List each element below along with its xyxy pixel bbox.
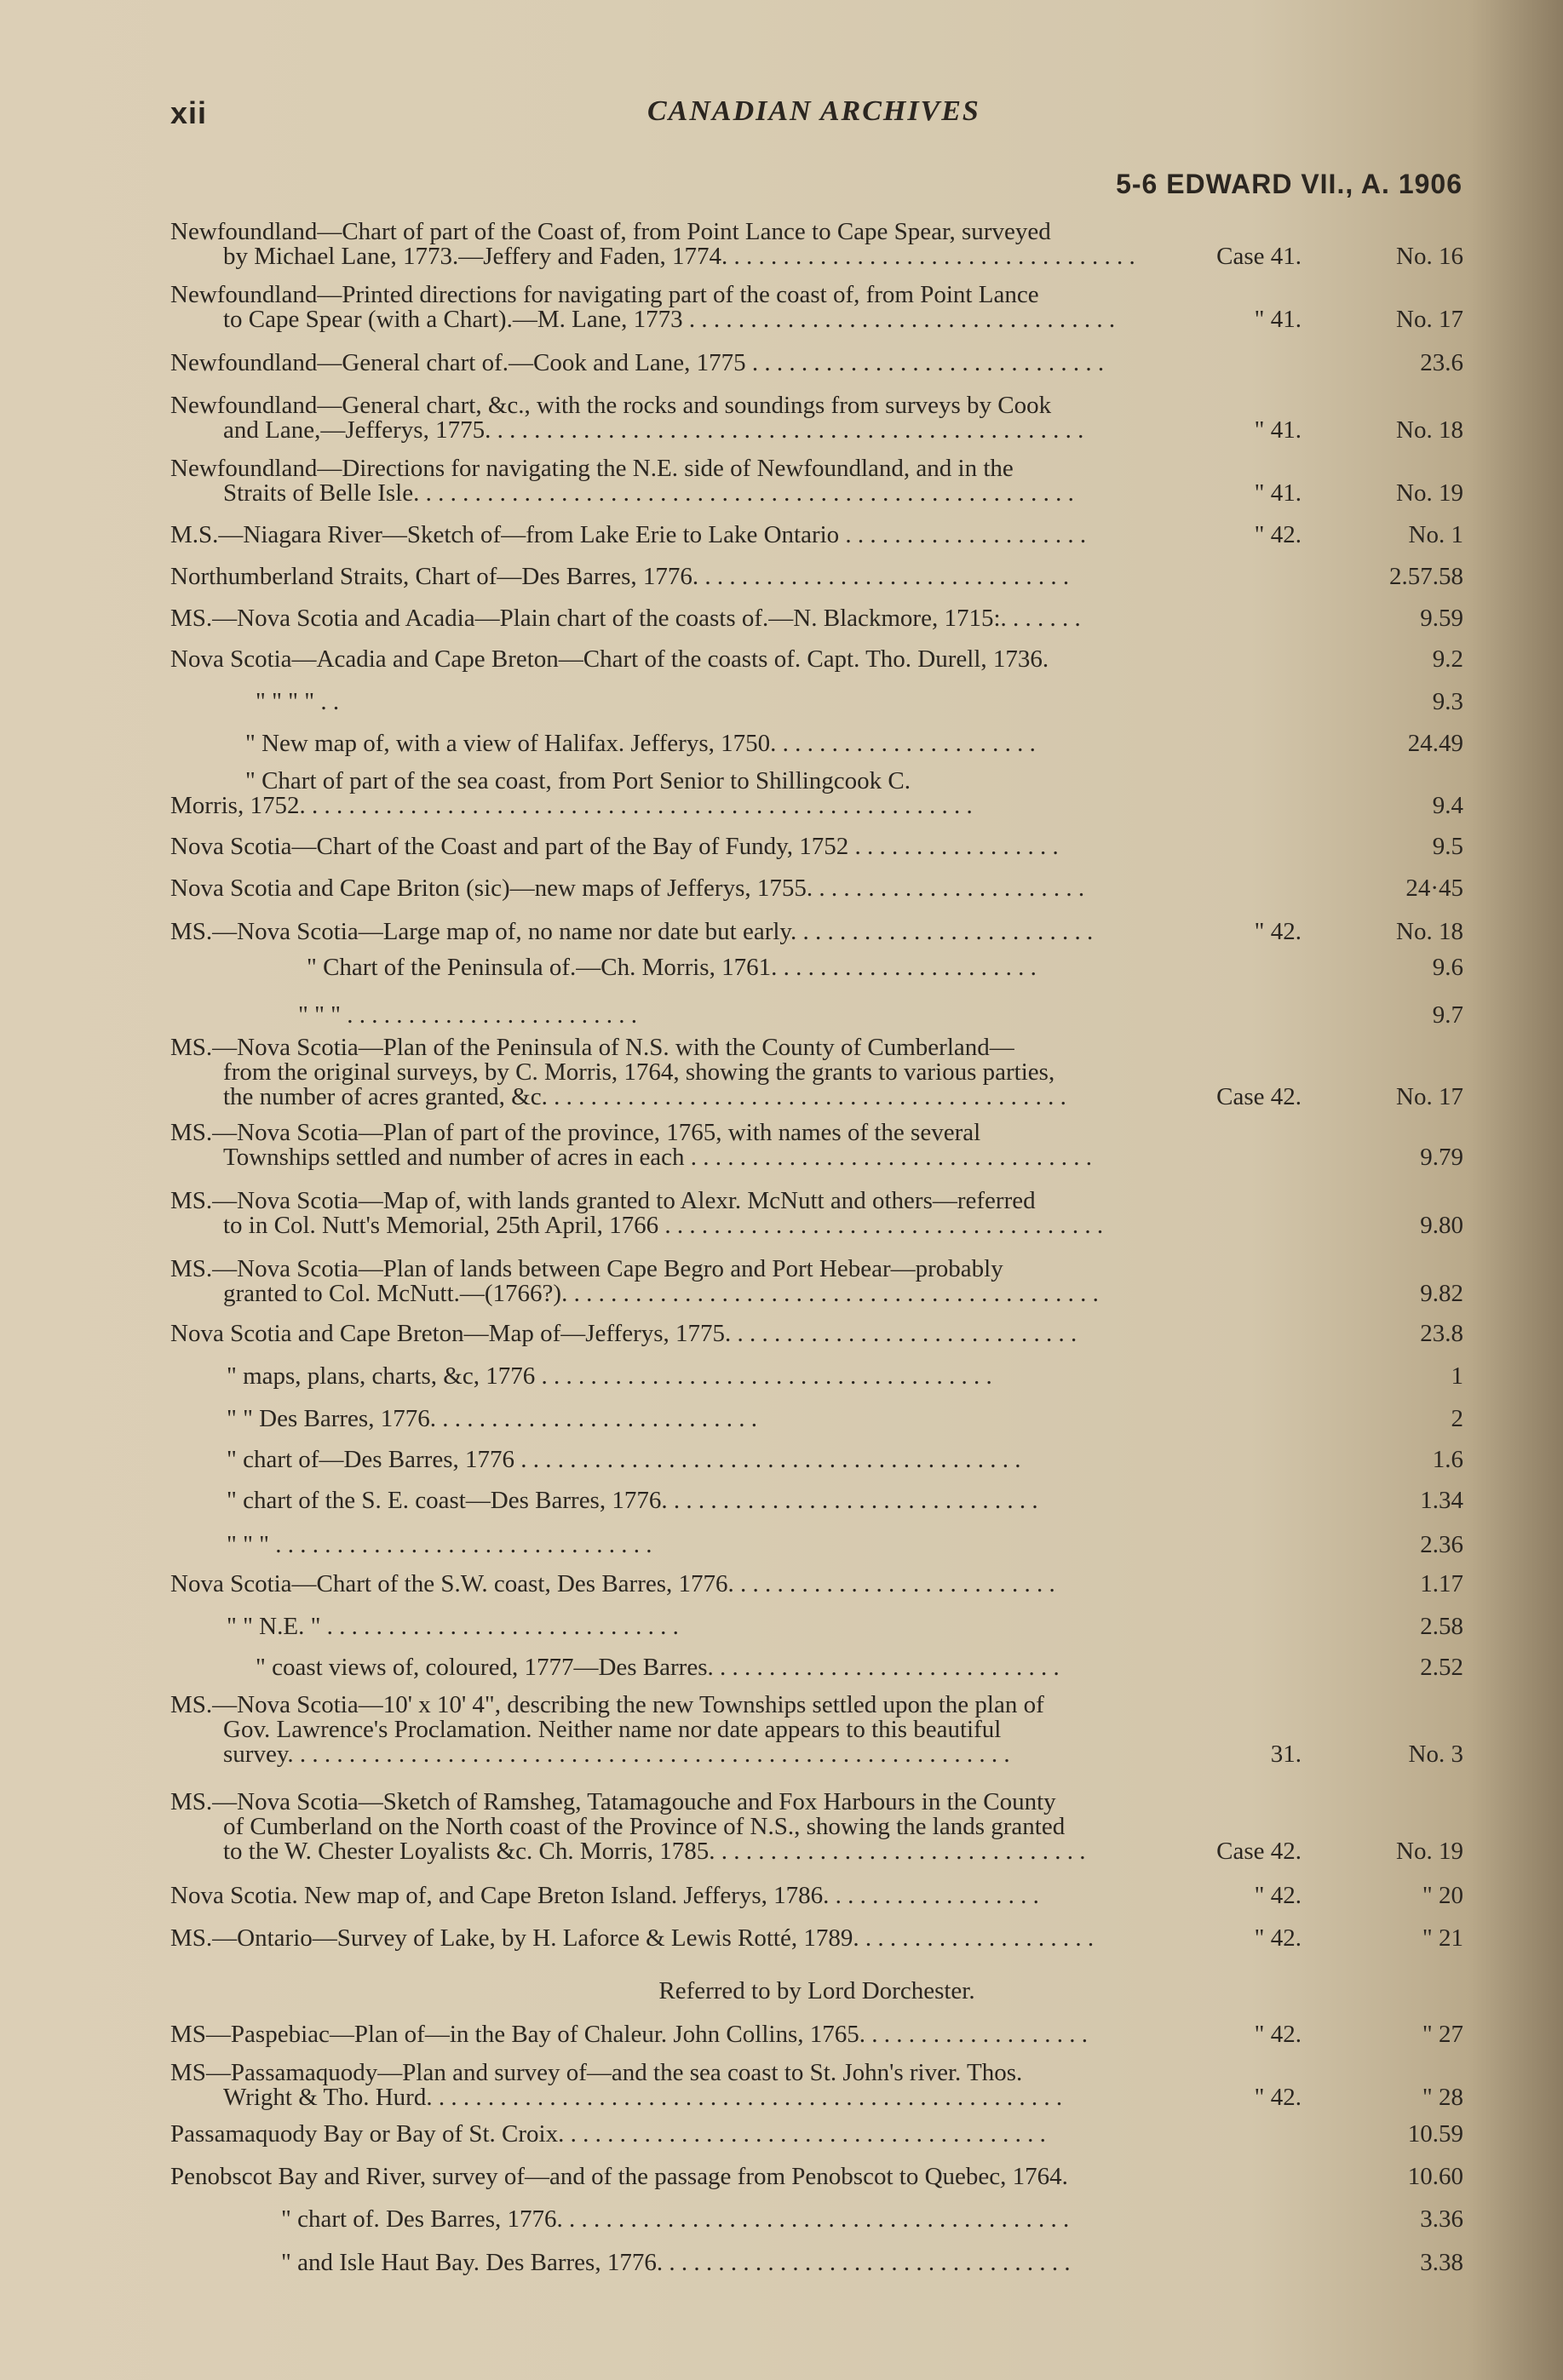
entry-line: MS.—Ontario—Survey of Lake, by H. Laforce & Lewis Rotté, 1789. . . . . . . . . . . . . . . . . . . .	[170, 1926, 1095, 1951]
catalogue-entry	[170, 920, 1463, 944]
entry-description	[170, 283, 1262, 332]
entry-line: MS.—Nova Scotia—Sketch of Ramsheg, Tatamagouche and Fox Harbours in the County	[170, 1790, 1056, 1815]
entry-description	[170, 1257, 1262, 1306]
item-number: 1	[1451, 1362, 1463, 1390]
item-number: 9.6	[1432, 954, 1463, 981]
entry-description	[170, 2022, 1262, 2047]
entry-line: Newfoundland—Directions for navigating the N.E. side of Newfoundland, and in the	[170, 456, 1014, 481]
entry-description	[170, 876, 1262, 901]
case-number: " 42.	[1254, 1882, 1302, 1909]
entry-line: by Michael Lane, 1773.—Jeffery and Faden, 1774. . . . . . . . . . . . . . . . . . . . . . . . . . . . . . . . . .	[223, 244, 1135, 269]
item-number: 9.5	[1432, 833, 1463, 860]
entry-description	[170, 2122, 1262, 2147]
entry-description	[170, 2061, 1262, 2110]
catalogue-entry	[170, 1407, 1463, 1431]
entry-line: Nova Scotia—Acadia and Cape Breton—Chart of the coasts of. Capt. Tho. Durell, 1736.	[170, 647, 1049, 672]
entry-description	[170, 1322, 1262, 1346]
catalogue-entry	[170, 1003, 1463, 1028]
catalogue-entry	[170, 2251, 1463, 2275]
catalogue-entry	[170, 1035, 1463, 1110]
entry-line: M.S.—Niagara River—Sketch of—from Lake Erie to Lake Ontario . . . . . . . . . . . . . . . . . . . .	[170, 523, 1087, 548]
catalogue-entry	[170, 876, 1463, 901]
entry-line: " Chart of the Peninsula of.—Ch. Morris, 1761. . . . . . . . . . . . . . . . . . . . . .	[307, 955, 1037, 980]
catalogue-entry	[170, 606, 1463, 631]
entry-description	[170, 2207, 1262, 2232]
entry-line: " chart of—Des Barres, 1776 . . . . . . . . . . . . . . . . . . . . . . . . . . . . . . . . . . . . . . . . .	[227, 1448, 1021, 1472]
entry-description	[170, 606, 1262, 631]
entry-line: Penobscot Bay and River, survey of—and of the passage from Penobscot to Quebec, 1764.	[170, 2165, 1068, 2189]
catalogue-entry	[170, 2061, 1463, 2110]
entry-line: Newfoundland—Printed directions for navigating part of the coast of, from Point Lance	[170, 283, 1039, 307]
entry-description	[170, 1693, 1262, 1767]
item-number: 24.49	[1407, 730, 1463, 757]
entry-line: Gov. Lawrence's Proclamation. Neither name nor date appears to this beautiful	[223, 1718, 1002, 1742]
item-number: 9.2	[1432, 645, 1463, 673]
entry-line: Newfoundland—General chart, &c., with the rocks and soundings from surveys by Cook	[170, 393, 1052, 418]
catalogue-entry	[170, 565, 1463, 589]
item-number: " 20	[1422, 1882, 1463, 1909]
entry-description	[170, 2165, 1262, 2189]
catalogue-entry	[170, 2022, 1463, 2047]
item-number: 2.52	[1420, 1654, 1463, 1681]
item-number: 10.59	[1407, 2120, 1463, 2148]
entry-line: " maps, plans, charts, &c, 1776 . . . . . . . . . . . . . . . . . . . . . . . . . . . . . . . . . . . . .	[227, 1364, 992, 1389]
item-number: 9.82	[1420, 1280, 1463, 1307]
item-number: 9.80	[1420, 1212, 1463, 1239]
catalogue-entry	[170, 1884, 1463, 1908]
entry-description	[170, 1448, 1262, 1472]
catalogue-entry	[170, 351, 1463, 376]
entry-line: Nova Scotia. New map of, and Cape Breton Island. Jefferys, 1786. . . . . . . . . . . . . . . . . .	[170, 1884, 1039, 1908]
catalogue-entry	[170, 1322, 1463, 1346]
item-number: 3.38	[1420, 2249, 1463, 2276]
case-number: " 41.	[1254, 479, 1302, 507]
case-number: " 42.	[1254, 2021, 1302, 2048]
catalogue-entry	[170, 647, 1463, 672]
entry-description	[170, 1035, 1262, 1110]
catalogue-entry	[170, 283, 1463, 332]
catalogue-entry	[170, 1693, 1463, 1767]
entry-description	[170, 647, 1262, 672]
catalogue-entry	[170, 769, 1463, 818]
entry-description	[170, 1533, 1262, 1557]
entry-description	[170, 1655, 1262, 1680]
entry-description	[170, 834, 1262, 859]
entry-line: " " N.E. " . . . . . . . . . . . . . . . . . . . . . . . . . . . . .	[227, 1614, 679, 1639]
entry-line: to Cape Spear (with a Chart).—M. Lane, 1773 . . . . . . . . . . . . . . . . . . . . . . . . . . . . . . . . . . .	[223, 307, 1116, 332]
entry-line: Nova Scotia—Chart of the S.W. coast, Des Barres, 1776. . . . . . . . . . . . . . . . . . . . . . . . . . .	[170, 1572, 1055, 1597]
item-number: " 28	[1422, 2084, 1463, 2111]
catalogue-entry	[170, 523, 1463, 548]
item-number: 9.3	[1432, 688, 1463, 715]
catalogue-entry	[170, 1572, 1463, 1597]
entry-description	[170, 920, 1262, 944]
entry-line: MS.—Nova Scotia—10' x 10' 4", describing the new Townships settled upon the plan of	[170, 1693, 1044, 1718]
entry-line: Nova Scotia and Cape Breton—Map of—Jefferys, 1775. . . . . . . . . . . . . . . . . . . . . . . . . . . . .	[170, 1322, 1077, 1346]
catalogue-entry	[170, 1364, 1463, 1389]
entry-line: granted to Col. McNutt.—(1766?). . . . . . . . . . . . . . . . . . . . . . . . . . . . . . . . . . . . . . . . . . . .	[223, 1282, 1099, 1306]
catalogue-entry	[170, 834, 1463, 859]
entry-line: " chart of. Des Barres, 1776. . . . . . . . . . . . . . . . . . . . . . . . . . . . . . . . . . . . . . . . . .	[281, 2207, 1070, 2232]
catalogue-entry	[170, 731, 1463, 756]
item-number: 2.58	[1420, 1613, 1463, 1640]
entry-description	[170, 1790, 1262, 1864]
entry-line: MS.—Nova Scotia—Plan of lands between Cape Begro and Port Hebear—probably	[170, 1257, 1003, 1282]
entry-description	[170, 1003, 1262, 1028]
case-number: Case 42.	[1216, 1838, 1302, 1865]
entry-description	[170, 690, 1262, 714]
catalogue-entry	[170, 955, 1463, 980]
case-number: 31.	[1270, 1741, 1302, 1768]
item-number: 2	[1451, 1405, 1463, 1432]
entry-line: " Chart of part of the sea coast, from Port Senior to Shillingcook C.	[245, 769, 911, 794]
item-number: 23.6	[1420, 349, 1463, 376]
entry-line: from the original surveys, by C. Morris, 1764, showing the grants to various parties,	[223, 1060, 1055, 1085]
item-number: No. 19	[1396, 1838, 1463, 1865]
entry-description	[170, 565, 1262, 589]
catalogue-entry	[170, 1790, 1463, 1864]
entry-line: Northumberland Straits, Chart of—Des Barres, 1776. . . . . . . . . . . . . . . . . . . . . . . . . . . . . . .	[170, 565, 1070, 589]
entry-line: to in Col. Nutt's Memorial, 25th April, 1766 . . . . . . . . . . . . . . . . . . . . . . . . . . . . . . . . . . . .	[223, 1213, 1104, 1238]
entry-line: MS.—Nova Scotia—Map of, with lands granted to Alexr. McNutt and others—referred	[170, 1189, 1036, 1213]
entry-description	[170, 1572, 1262, 1597]
catalogue-entry	[170, 2207, 1463, 2232]
item-number: No. 3	[1408, 1741, 1463, 1768]
item-number: 9.7	[1432, 1001, 1463, 1029]
entry-line: Straits of Belle Isle. . . . . . . . . . . . . . . . . . . . . . . . . . . . . . . . . . . . . . . . . . . . . . . . . . . . . .	[223, 481, 1074, 506]
item-number: 9.4	[1432, 792, 1463, 819]
item-number: 9.59	[1420, 605, 1463, 632]
catalogue-entry	[170, 1189, 1463, 1238]
catalogue-entry	[170, 1614, 1463, 1639]
entry-line: MS.—Nova Scotia—Plan of the Peninsula of N.S. with the County of Cumberland—	[170, 1035, 1014, 1060]
catalogue-entry	[170, 1926, 1463, 1951]
catalogue-entry	[170, 2165, 1463, 2189]
entry-line: " chart of the S. E. coast—Des Barres, 1776. . . . . . . . . . . . . . . . . . . . . . . . . . . . . . .	[227, 1488, 1038, 1513]
item-number: 9.79	[1420, 1144, 1463, 1171]
catalogue-entry	[170, 1448, 1463, 1472]
case-number: " 42.	[1254, 1924, 1302, 1952]
case-number: " 41.	[1254, 416, 1302, 444]
entry-description	[170, 1926, 1262, 1951]
item-number: No. 18	[1396, 416, 1463, 444]
entry-line: MS—Passamaquody—Plan and survey of—and the sea coast to St. John's river. Thos.	[170, 2061, 1023, 2085]
catalogue-entry	[170, 220, 1463, 269]
section-note: Referred to by Lord Dorchester.	[658, 1977, 975, 2004]
catalogue-entry	[170, 1533, 1463, 1557]
entry-description	[170, 731, 1262, 756]
entry-description	[170, 2251, 1262, 2275]
case-number: " 42.	[1254, 918, 1302, 945]
entry-description	[170, 1884, 1262, 1908]
entry-line: Passamaquody Bay or Bay of St. Croix. . . . . . . . . . . . . . . . . . . . . . . . . . . . . . . . . . . . . . . .	[170, 2122, 1046, 2147]
item-number: No. 18	[1396, 918, 1463, 945]
session-label: 5-6 EDWARD VII., A. 1906	[1116, 169, 1462, 199]
catalogue-entry	[170, 393, 1463, 443]
page-number: xii	[170, 95, 208, 130]
case-number: Case 41.	[1216, 243, 1302, 270]
entry-line: MS—Paspebiac—Plan of—in the Bay of Chaleur. John Collins, 1765. . . . . . . . . . . . . . . . . . .	[170, 2022, 1088, 2047]
entry-description	[170, 523, 1262, 548]
catalogue-entry	[170, 2122, 1463, 2147]
item-number: No. 16	[1396, 243, 1463, 270]
entry-line: " New map of, with a view of Halifax. Jefferys, 1750. . . . . . . . . . . . . . . . . . . . . .	[245, 731, 1036, 756]
entry-description	[170, 220, 1262, 269]
entry-line: MS.—Nova Scotia—Plan of part of the province, 1765, with names of the several	[170, 1121, 981, 1145]
case-number: " 42.	[1254, 2084, 1302, 2111]
entry-line: Newfoundland—Chart of part of the Coast of, from Point Lance to Cape Spear, surveyed	[170, 220, 1051, 244]
entry-line: " " Des Barres, 1776. . . . . . . . . . . . . . . . . . . . . . . . . . .	[227, 1407, 757, 1431]
entry-description	[170, 769, 1262, 818]
entry-description	[170, 1407, 1262, 1431]
entry-line: Townships settled and number of acres in each . . . . . . . . . . . . . . . . . . . . . . . . . . . . . . . . .	[223, 1145, 1093, 1170]
item-number: 23.8	[1420, 1320, 1463, 1347]
entry-line: " coast views of, coloured, 1777—Des Barres. . . . . . . . . . . . . . . . . . . . . . . . . . . . .	[256, 1655, 1060, 1680]
entry-description	[170, 1189, 1262, 1238]
entry-line: survey. . . . . . . . . . . . . . . . . . . . . . . . . . . . . . . . . . . . . . . . . . . . . . . . . . . . . . . . . . .	[223, 1742, 1010, 1767]
entry-line: MS.—Nova Scotia—Large map of, no name nor date but early. . . . . . . . . . . . . . . . . . . . . . . . .	[170, 920, 1094, 944]
case-number: Case 42.	[1216, 1083, 1302, 1110]
entry-description	[170, 393, 1262, 443]
entry-line: to the W. Chester Loyalists &c. Ch. Morris, 1785. . . . . . . . . . . . . . . . . . . . . . . . . . . . . . .	[223, 1839, 1086, 1864]
entry-description	[170, 1121, 1262, 1170]
entry-description	[170, 1614, 1262, 1639]
entry-line: and Lane,—Jefferys, 1775. . . . . . . . . . . . . . . . . . . . . . . . . . . . . . . . . . . . . . . . . . . . . . . . .	[223, 418, 1084, 443]
item-number: 2.57.58	[1389, 563, 1463, 590]
entry-description	[170, 1488, 1262, 1513]
entry-line: " " " . . . . . . . . . . . . . . . . . . . . . . . . . . . . . . .	[227, 1533, 652, 1557]
entry-description	[170, 351, 1262, 376]
entry-line: MS.—Nova Scotia and Acadia—Plain chart of the coasts of.—N. Blackmore, 1715:. . . . . . .	[170, 606, 1081, 631]
item-number: No. 19	[1396, 479, 1463, 507]
item-number: 1.17	[1420, 1570, 1463, 1597]
catalogue-entry	[170, 1488, 1463, 1513]
case-number: " 41.	[1254, 306, 1302, 333]
catalogue-entry	[170, 1257, 1463, 1306]
case-number: " 42.	[1254, 521, 1302, 548]
item-number: " 21	[1422, 1924, 1463, 1952]
item-number: 2.36	[1420, 1531, 1463, 1558]
entry-line: Nova Scotia—Chart of the Coast and part of the Bay of Fundy, 1752 . . . . . . . . . . . . . . . . .	[170, 834, 1059, 859]
entry-line: Morris, 1752. . . . . . . . . . . . . . . . . . . . . . . . . . . . . . . . . . . . . . . . . . . . . . . . . . . . . . .	[170, 794, 973, 818]
entry-line: " " " " . .	[256, 690, 340, 714]
item-number: No. 1	[1408, 521, 1463, 548]
item-number: No. 17	[1396, 306, 1463, 333]
item-number: 24·45	[1405, 875, 1463, 902]
item-number: 10.60	[1407, 2163, 1463, 2190]
entry-line: Newfoundland—General chart of.—Cook and Lane, 1775 . . . . . . . . . . . . . . . . . . . . . . . . . . . . .	[170, 351, 1105, 376]
entry-line: " " " . . . . . . . . . . . . . . . . . . . . . . . .	[298, 1003, 638, 1028]
item-number: No. 17	[1396, 1083, 1463, 1110]
entry-description	[170, 1364, 1262, 1389]
catalogue-entry	[170, 1121, 1463, 1170]
entry-description	[170, 955, 1262, 980]
entry-line: Nova Scotia and Cape Briton (sic)—new maps of Jefferys, 1755. . . . . . . . . . . . . . . . . . . . . . .	[170, 876, 1085, 901]
item-number: " 27	[1422, 2021, 1463, 2048]
item-number: 3.36	[1420, 2205, 1463, 2233]
entry-line: " and Isle Haut Bay. Des Barres, 1776. . . . . . . . . . . . . . . . . . . . . . . . . . . . . . . . . .	[281, 2251, 1071, 2275]
item-number: 1.6	[1432, 1446, 1463, 1473]
entry-description	[170, 456, 1262, 506]
entry-line: the number of acres granted, &c. . . . . . . . . . . . . . . . . . . . . . . . . . . . . . . . . . . . . . . . . . .	[223, 1085, 1066, 1110]
entry-line: Wright & Tho. Hurd. . . . . . . . . . . . . . . . . . . . . . . . . . . . . . . . . . . . . . . . . . . . . . . . . . . .	[223, 2085, 1063, 2110]
catalogue-entry	[170, 456, 1463, 506]
running-title: CANADIAN ARCHIVES	[647, 95, 980, 127]
item-number: 1.34	[1420, 1487, 1463, 1514]
entry-line: of Cumberland on the North coast of the Province of N.S., showing the lands granted	[223, 1815, 1066, 1839]
catalogue-entry	[170, 1655, 1463, 1680]
catalogue-entry	[170, 690, 1463, 714]
